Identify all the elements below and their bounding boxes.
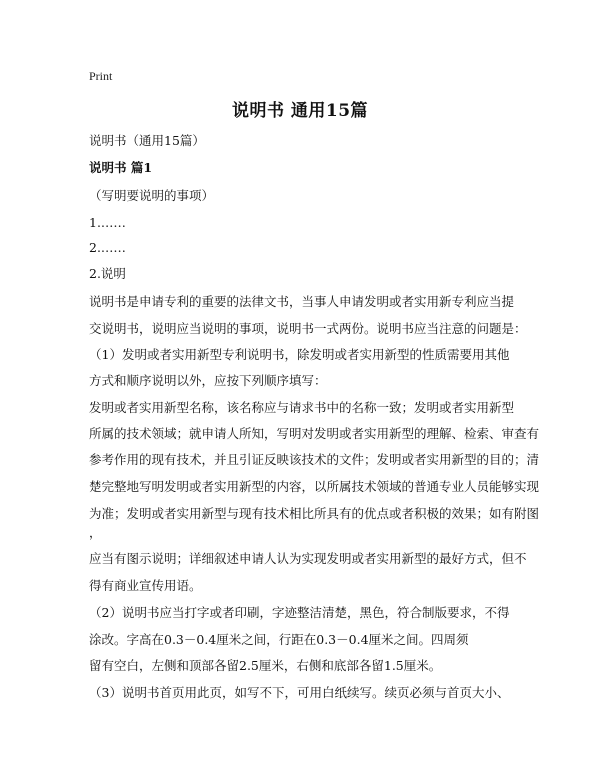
body-line-3: 2.…… xyxy=(89,240,126,255)
body-line-19: 留有空白，左侧和顶部各留2.5厘米，右侧和底部各留1.5厘米。 xyxy=(89,658,442,673)
body-line-17: （2）说明书应当打字或者印刷，字迹整洁清楚，黑色，符合制版要求，不得 xyxy=(89,605,510,620)
body-line-9: 发明或者实用新型名称，该名称应与请求书中的名称一致；发明或者实用新型 xyxy=(89,400,515,415)
document-title: 说明书 通用15篇 xyxy=(231,101,369,121)
body-line-10: 所属的技术领域；就申请人所知，写明对发明或者实用新型的理解、检索、审查有 xyxy=(89,426,540,441)
body-line-15: 应当有图示说明；详细叙述申请人认为实现发明或者实用新型的最好方式，但不 xyxy=(89,551,527,566)
document-subtitle: 说明书（通用15篇） xyxy=(89,133,205,148)
body-line-12: 楚完整地写明发明或者实用新型的内容，以所属技术领域的普通专业人员能够实现 xyxy=(89,479,540,494)
body-line-20: （3）说明书首页用此页，如写不下，可用白纸续写。续页必须与首页大小、 xyxy=(89,685,510,700)
body-line-16: 得有商业宣传用语。 xyxy=(89,578,202,593)
print-label: Print xyxy=(89,69,113,83)
body-line-1: （写明要说明的事项） xyxy=(89,188,215,203)
section-heading: 说明书 篇1 xyxy=(89,160,153,175)
body-line-5: 说明书是申请专利的重要的法律文书，当事人申请发明或者实用新专利应当提 xyxy=(89,294,515,309)
body-line-7: （1）发明或者实用新型专利说明书，除发明或者实用新型的性质需要用其他 xyxy=(89,347,510,362)
body-line-14: ， xyxy=(89,525,102,540)
body-line-11: 参考作用的现有技术，并且引证反映该技术的文件；发明或者实用新型的目的；清 xyxy=(89,452,540,467)
body-line-13: 为准；发明或者实用新型与现有技术相比所具有的优点或者积极的效果；如有附图 xyxy=(89,506,540,521)
body-line-4: 2.说明 xyxy=(89,266,126,281)
body-line-18: 涂改。字高在0.3－0.4厘米之间，行距在0.3－0.4厘米之间。四周须 xyxy=(89,632,469,647)
body-line-8: 方式和顺序说明以外，应按下列顺序填写： xyxy=(89,373,327,388)
body-line-2: 1.…… xyxy=(89,215,126,230)
body-line-6: 交说明书，说明应当说明的事项，说明书一式两份。说明书应当注意的问题是： xyxy=(89,321,527,336)
